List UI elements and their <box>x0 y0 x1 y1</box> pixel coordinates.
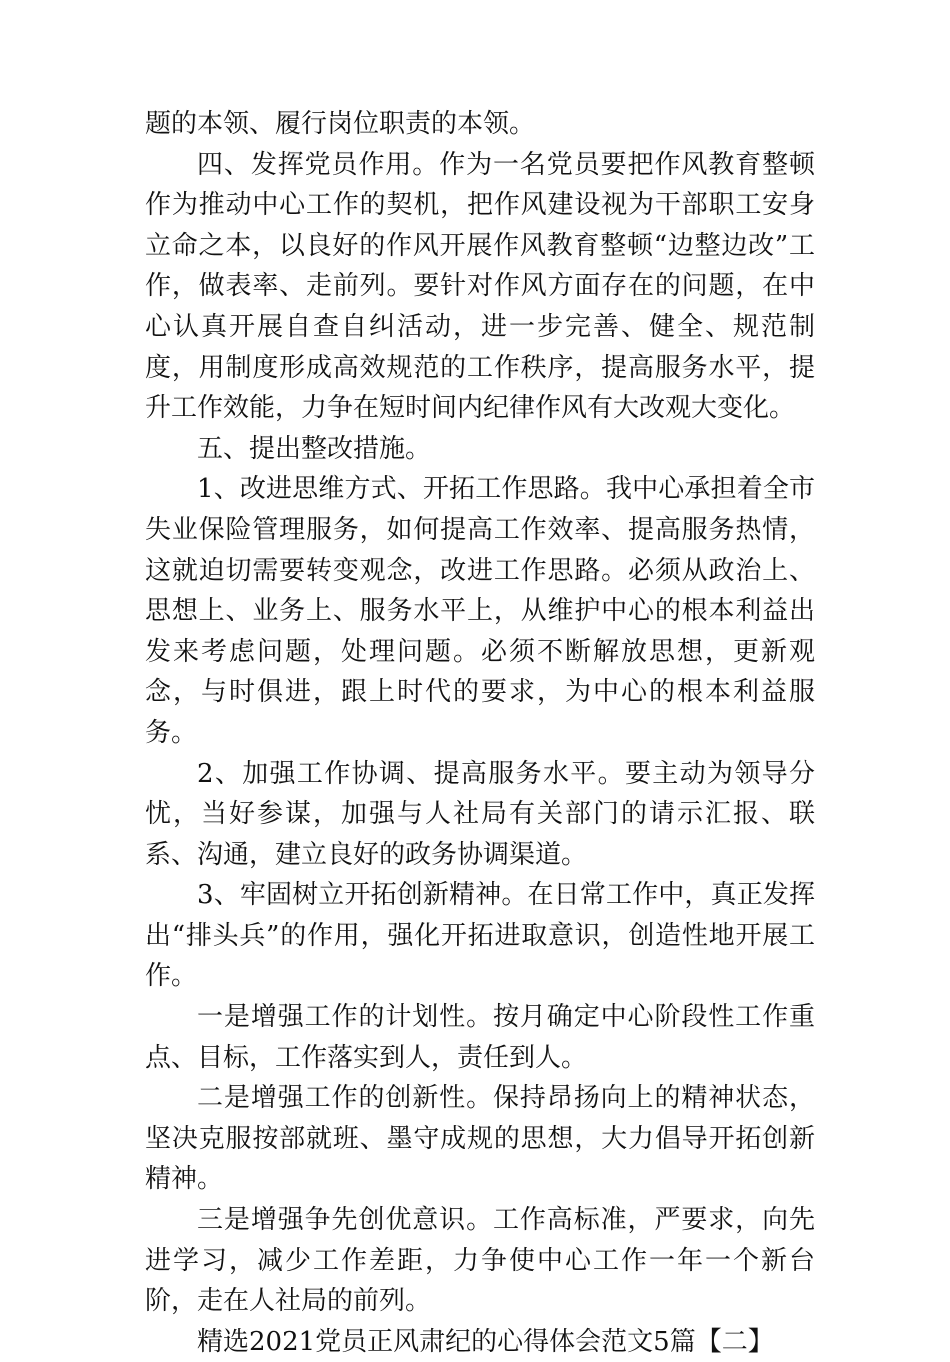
section-title: 精选2021党员正风肃纪的心得体会范文5篇【二】 <box>197 1326 774 1357</box>
paragraph-continued: 题的本领、履行岗位职责的本领。 <box>145 109 536 139</box>
paragraph-point-innovation: 二是增强工作的创新性。保持昂扬向上的精神状态，坚决克服按部就班、墨守成规的思想，大力倡导开拓创新精神。 <box>145 1083 815 1195</box>
paragraph-measure-1: 1、改进思维方式、开拓工作思路。我中心承担着全市失业保险管理服务，如何提高工作效率、提高服务热情，这就迫切需要转变观念，改进工作思路。必须从政治上、思想上、业务上、服务水平上，从维护中心的根本利益出发来考虑问题，处理问题。必须不断解放思想，更新观念，与时俱进，跟上时代的要求，为中心的根本利益服务。 <box>145 474 815 748</box>
paragraph-point-excellence: 三是增强争先创优意识。工作高标准，严要求，向先进学习，减少工作差距，力争使中心工作一年一个新台阶，走在人社局的前列。 <box>145 1205 815 1317</box>
paragraph-rectification-heading: 五、提出整改措施。 <box>197 433 432 464</box>
paragraph-party-role: 四、发挥党员作用。作为一名党员要把作风教育整顿作为推动中心工作的契机，把作风建设视为干部职工安身立命之本，以良好的作风开展作风教育整顿“边整边改”工作，做表率、走前列。要针对作风方面存在的问题，在中心认真开展自查自纠活动，进一步完善、健全、规范制度，用制度形成高效规范的工作秩序，提高服务水平，提升工作效能，力争在短时间内纪律作风有大改观大变化。 <box>145 149 815 424</box>
paragraph-point-planning: 一是增强工作的计划性。按月确定中心阶段性工作重点、目标，工作落实到人，责任到人。 <box>145 1002 815 1073</box>
document-page <box>145 104 815 1362</box>
paragraph-measure-3: 3、牢固树立开拓创新精神。在日常工作中，真正发挥出“排头兵”的作用，强化开拓进取意识，创造性地开展工作。 <box>145 880 815 992</box>
paragraph-measure-2: 2、加强工作协调、提高服务水平。要主动为领导分忧，当好参谋，加强与人社局有关部门的请示汇报、联系、沟通，建立良好的政务协调渠道。 <box>145 758 815 870</box>
